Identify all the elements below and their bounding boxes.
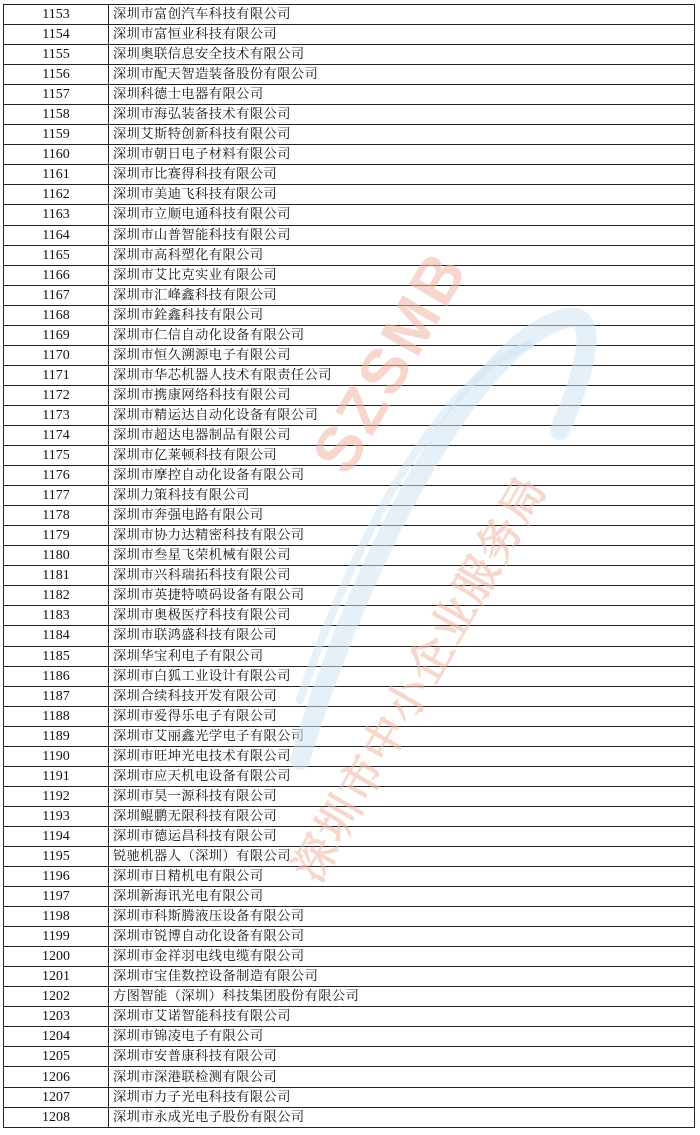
table-row — [4, 5, 695, 25]
table-row — [4, 766, 695, 786]
table-row — [4, 726, 695, 746]
row-number: 1153 — [4, 5, 109, 25]
company-name: 深圳市汇峰鑫科技有限公司 — [109, 285, 695, 305]
row-number: 1194 — [4, 826, 109, 846]
company-name: 深圳市精运达自动化设备有限公司 — [109, 405, 695, 425]
company-name: 深圳华宝利电子有限公司 — [109, 646, 695, 666]
row-number: 1189 — [4, 726, 109, 746]
row-number: 1182 — [4, 586, 109, 606]
row-number: 1179 — [4, 526, 109, 546]
row-number: 1155 — [4, 45, 109, 65]
row-number: 1202 — [4, 987, 109, 1007]
company-name: 锐驰机器人（深圳）有限公司 — [109, 846, 695, 866]
table-row — [4, 806, 695, 826]
row-number: 1174 — [4, 425, 109, 445]
company-name: 深圳艾斯特创新科技有限公司 — [109, 125, 695, 145]
table-row — [4, 586, 695, 606]
row-number: 1164 — [4, 225, 109, 245]
company-name: 深圳市华芯机器人技术有限责任公司 — [109, 365, 695, 385]
company-name: 深圳市德运昌科技有限公司 — [109, 826, 695, 846]
company-name: 深圳市宝佳数控设备制造有限公司 — [109, 967, 695, 987]
table-row — [4, 225, 695, 245]
company-name: 深圳市深港联检测有限公司 — [109, 1067, 695, 1087]
table-row — [4, 686, 695, 706]
table-row — [4, 987, 695, 1007]
table-row — [4, 887, 695, 907]
row-number: 1198 — [4, 907, 109, 927]
table-row — [4, 826, 695, 846]
row-number: 1177 — [4, 486, 109, 506]
row-number: 1208 — [4, 1107, 109, 1127]
row-number: 1175 — [4, 446, 109, 466]
table-row — [4, 947, 695, 967]
table-row — [4, 1007, 695, 1027]
company-name: 深圳市日精机电有限公司 — [109, 867, 695, 887]
company-name: 深圳市山普智能科技有限公司 — [109, 225, 695, 245]
row-number: 1192 — [4, 786, 109, 806]
table-row — [4, 526, 695, 546]
table-row — [4, 1107, 695, 1127]
company-name: 深圳市英捷特喷码设备有限公司 — [109, 586, 695, 606]
company-name: 深圳市旺坤光电技术有限公司 — [109, 746, 695, 766]
table-row — [4, 245, 695, 265]
row-number: 1167 — [4, 285, 109, 305]
row-number: 1186 — [4, 666, 109, 686]
row-number: 1172 — [4, 385, 109, 405]
company-name: 深圳市富创汽车科技有限公司 — [109, 5, 695, 25]
row-number: 1196 — [4, 867, 109, 887]
row-number: 1159 — [4, 125, 109, 145]
table-row — [4, 45, 695, 65]
company-name: 深圳市摩控自动化设备有限公司 — [109, 466, 695, 486]
table-row — [4, 125, 695, 145]
company-name: 深圳合续科技开发有限公司 — [109, 686, 695, 706]
table-row — [4, 345, 695, 365]
table-row — [4, 1027, 695, 1047]
row-number: 1168 — [4, 305, 109, 325]
company-name: 深圳市艾丽鑫光学电子有限公司 — [109, 726, 695, 746]
row-number: 1204 — [4, 1027, 109, 1047]
row-number: 1163 — [4, 205, 109, 225]
table-row — [4, 165, 695, 185]
company-name: 深圳市爱得乐电子有限公司 — [109, 706, 695, 726]
table-row — [4, 25, 695, 45]
company-name: 深圳市美迪飞科技有限公司 — [109, 185, 695, 205]
table-row — [4, 85, 695, 105]
row-number: 1166 — [4, 265, 109, 285]
table-row — [4, 1047, 695, 1067]
row-number: 1165 — [4, 245, 109, 265]
company-name: 深圳力策科技有限公司 — [109, 486, 695, 506]
company-name: 深圳市艾比克实业有限公司 — [109, 265, 695, 285]
row-number: 1201 — [4, 967, 109, 987]
table-row — [4, 546, 695, 566]
row-number: 1171 — [4, 365, 109, 385]
company-name: 深圳奥联信息安全技术有限公司 — [109, 45, 695, 65]
row-number: 1197 — [4, 887, 109, 907]
company-name: 深圳市锦凌电子有限公司 — [109, 1027, 695, 1047]
row-number: 1205 — [4, 1047, 109, 1067]
company-name: 深圳市奥极医疗科技有限公司 — [109, 606, 695, 626]
row-number: 1206 — [4, 1067, 109, 1087]
table-row — [4, 285, 695, 305]
company-list-table — [3, 4, 695, 1128]
table-row — [4, 405, 695, 425]
row-number: 1154 — [4, 25, 109, 45]
row-number: 1187 — [4, 686, 109, 706]
row-number: 1183 — [4, 606, 109, 626]
company-name: 深圳市艾诺智能科技有限公司 — [109, 1007, 695, 1027]
company-name: 深圳市金祥羽电线电缆有限公司 — [109, 947, 695, 967]
table-row — [4, 706, 695, 726]
company-name: 深圳市銓鑫科技有限公司 — [109, 305, 695, 325]
company-name: 深圳新海讯光电有限公司 — [109, 887, 695, 907]
row-number: 1173 — [4, 405, 109, 425]
company-name: 深圳市携康网络科技有限公司 — [109, 385, 695, 405]
company-name: 深圳市亿莱顿科技有限公司 — [109, 446, 695, 466]
row-number: 1156 — [4, 65, 109, 85]
table-row — [4, 325, 695, 345]
company-name: 深圳科德士电器有限公司 — [109, 85, 695, 105]
table-row — [4, 1087, 695, 1107]
row-number: 1169 — [4, 325, 109, 345]
company-name: 深圳市奔强电路有限公司 — [109, 506, 695, 526]
table-row — [4, 606, 695, 626]
table-row — [4, 907, 695, 927]
table-row — [4, 305, 695, 325]
company-name: 深圳市协力达精密科技有限公司 — [109, 526, 695, 546]
company-name: 深圳市应天机电设备有限公司 — [109, 766, 695, 786]
company-name: 深圳市立顺电通科技有限公司 — [109, 205, 695, 225]
row-number: 1157 — [4, 85, 109, 105]
company-name: 深圳市配天智造装备股份有限公司 — [109, 65, 695, 85]
table-row — [4, 185, 695, 205]
table-row — [4, 446, 695, 466]
company-name: 深圳市仁信自动化设备有限公司 — [109, 325, 695, 345]
row-number: 1199 — [4, 927, 109, 947]
row-number: 1184 — [4, 626, 109, 646]
row-number: 1193 — [4, 806, 109, 826]
table-row — [4, 967, 695, 987]
table-row — [4, 646, 695, 666]
row-number: 1200 — [4, 947, 109, 967]
table-row — [4, 626, 695, 646]
row-number: 1195 — [4, 846, 109, 866]
table-row — [4, 506, 695, 526]
company-name: 深圳市科斯腾液压设备有限公司 — [109, 907, 695, 927]
company-name: 深圳市富恒业科技有限公司 — [109, 25, 695, 45]
company-name: 深圳市联鸿盛科技有限公司 — [109, 626, 695, 646]
company-list-body — [4, 5, 695, 1128]
table-row — [4, 566, 695, 586]
watermark-latin: SZSMB — [297, 237, 483, 485]
row-number: 1162 — [4, 185, 109, 205]
table-row — [4, 65, 695, 85]
row-number: 1170 — [4, 345, 109, 365]
table-row — [4, 385, 695, 405]
row-number: 1191 — [4, 766, 109, 786]
row-number: 1203 — [4, 1007, 109, 1027]
table-row — [4, 486, 695, 506]
company-name: 深圳市兴科瑞拓科技有限公司 — [109, 566, 695, 586]
row-number: 1160 — [4, 145, 109, 165]
company-name: 深圳市朝日电子材料有限公司 — [109, 145, 695, 165]
table-row — [4, 927, 695, 947]
table-row — [4, 265, 695, 285]
company-name: 深圳市永成光电子股份有限公司 — [109, 1107, 695, 1127]
row-number: 1180 — [4, 546, 109, 566]
company-name: 深圳鲲鹏无限科技有限公司 — [109, 806, 695, 826]
row-number: 1158 — [4, 105, 109, 125]
company-name: 深圳市恒久溯源电子有限公司 — [109, 345, 695, 365]
table-row — [4, 425, 695, 445]
row-number: 1178 — [4, 506, 109, 526]
table-row — [4, 846, 695, 866]
row-number: 1181 — [4, 566, 109, 586]
company-name: 深圳市昊一源科技有限公司 — [109, 786, 695, 806]
row-number: 1188 — [4, 706, 109, 726]
company-name: 深圳市白狐工业设计有限公司 — [109, 666, 695, 686]
company-name: 深圳市高科塑化有限公司 — [109, 245, 695, 265]
watermark-chinese: 深圳市中小企业服务局 — [283, 466, 558, 891]
row-number: 1161 — [4, 165, 109, 185]
row-number: 1207 — [4, 1087, 109, 1107]
table-row — [4, 1067, 695, 1087]
table-row — [4, 205, 695, 225]
company-name: 深圳市海弘装备技术有限公司 — [109, 105, 695, 125]
table-row — [4, 145, 695, 165]
table-row — [4, 867, 695, 887]
company-name: 深圳市安普康科技有限公司 — [109, 1047, 695, 1067]
company-name: 深圳市叁星飞荣机械有限公司 — [109, 546, 695, 566]
row-number: 1185 — [4, 646, 109, 666]
row-number: 1190 — [4, 746, 109, 766]
company-name: 深圳市锐博自动化设备有限公司 — [109, 927, 695, 947]
table-row — [4, 746, 695, 766]
company-name: 方图智能（深圳）科技集团股份有限公司 — [109, 987, 695, 1007]
company-name: 深圳市力子光电科技有限公司 — [109, 1087, 695, 1107]
company-name: 深圳市比赛得科技有限公司 — [109, 165, 695, 185]
table-row — [4, 466, 695, 486]
company-name: 深圳市超达电器制品有限公司 — [109, 425, 695, 445]
table-row — [4, 666, 695, 686]
table-row — [4, 105, 695, 125]
table-row — [4, 786, 695, 806]
row-number: 1176 — [4, 466, 109, 486]
table-row — [4, 365, 695, 385]
